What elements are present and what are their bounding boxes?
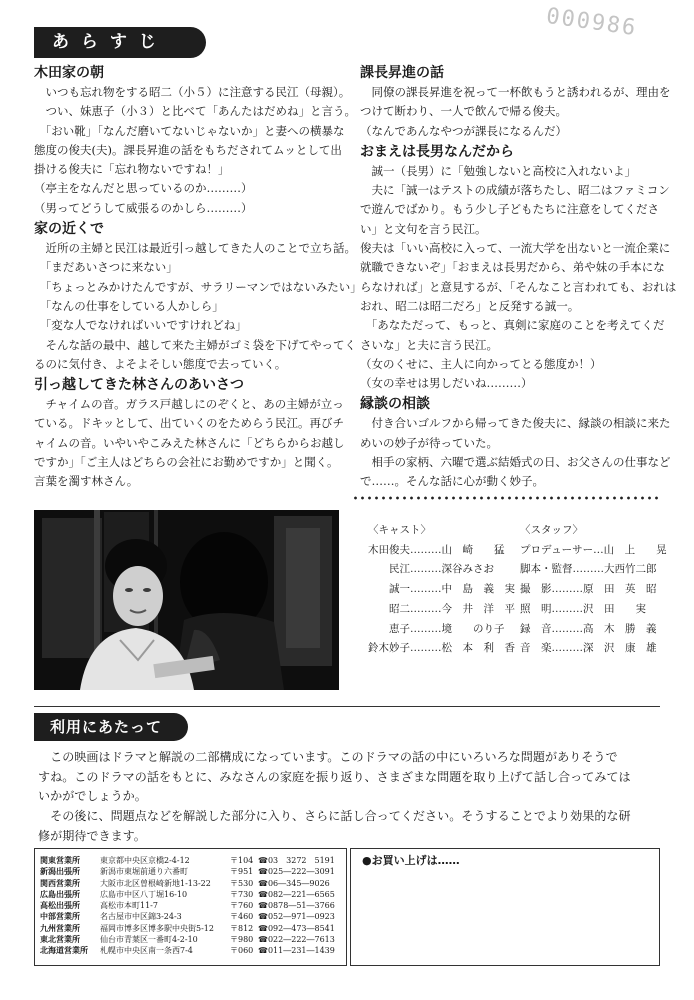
film-still-illustration bbox=[34, 510, 339, 690]
office-row bbox=[40, 889, 345, 900]
synopsis-line: 「なんの仕事をしている人かしら」 bbox=[34, 298, 224, 313]
synopsis-line: チャイムの音。ガラス戸越しにのぞくと、あの主婦が立っ bbox=[34, 397, 344, 412]
office-name: 北海道営業所 bbox=[40, 946, 88, 956]
synopsis-line: おれ、昭二は昭二だろ」と反発する誠一。 bbox=[360, 298, 580, 313]
office-address: 札幌市中央区南一条西7-4 bbox=[100, 946, 193, 956]
staff-list bbox=[520, 521, 680, 659]
office-row bbox=[40, 900, 345, 911]
synopsis-line: （女のくせに、主人に向かってとる態度か！） bbox=[360, 356, 602, 371]
office-phone: ☎052―971―0923 bbox=[258, 912, 335, 922]
office-row bbox=[40, 934, 345, 945]
synopsis-line: （男ってどうして威張るのかしら………） bbox=[34, 200, 253, 215]
usage-tab: 利用にあたって bbox=[34, 713, 188, 741]
office-name: 関西営業所 bbox=[40, 878, 80, 888]
office-row bbox=[40, 945, 345, 956]
synopsis-line: つい、妹恵子（小３）と比べて「あんたはだめね」と言う。 bbox=[34, 104, 356, 119]
staff-row: 録 音………高 木 勝 義 bbox=[520, 622, 657, 635]
office-address: 大阪市北区曽根崎新地1-13-22 bbox=[100, 878, 211, 888]
staff-row: 照 明………沢 田 実 bbox=[520, 602, 646, 615]
usage-line: すね。このドラマの話をもとに、みなさんの家庭を振り返り、さまざまな問題を取り上げて話し合ってみては bbox=[38, 769, 631, 784]
office-address: 東京都中央区京橋2-4-12 bbox=[100, 856, 190, 865]
office-address: 広島市中区八丁堀16-10 bbox=[100, 889, 188, 899]
synopsis-line: つけて断わり、一人で飲んで帰る俊夫。 bbox=[360, 104, 567, 119]
office-address: 仙台市青葉区一番町4-2-10 bbox=[100, 935, 198, 945]
synopsis-heading: 家の近くで bbox=[34, 221, 104, 238]
synopsis-line: 誠一（長男）に「勉強しないと高校に入れないよ」 bbox=[360, 163, 636, 178]
synopsis-line: で遊んでばかり。もう少し子どもたちに注意をしてくださ bbox=[360, 202, 659, 217]
synopsis-line: 「変な人でなければいいですけれどね」 bbox=[34, 318, 247, 333]
office-name: 中部営業所 bbox=[40, 912, 80, 922]
office-row bbox=[40, 911, 345, 922]
cast-row: 鈴木妙子………松 本 利 香 bbox=[368, 642, 515, 655]
cast-row: 民江………深谷みさお bbox=[368, 563, 494, 576]
office-postal: 〒104 bbox=[230, 856, 254, 865]
office-postal: 〒530 bbox=[230, 878, 254, 888]
synopsis-line: めいの妙子が待っていた。 bbox=[360, 435, 498, 450]
office-phone: ☎011―231―1439 bbox=[258, 946, 335, 956]
office-phone: ☎06―345―9026 bbox=[258, 878, 330, 888]
office-postal: 〒730 bbox=[230, 889, 254, 899]
synopsis-line: で……。そんな話に心が動く妙子。 bbox=[360, 474, 544, 489]
cast-row: 昭二………今 井 洋 平 bbox=[368, 602, 515, 615]
synopsis-line: （亭主をなんだと思っているのか………） bbox=[34, 181, 253, 196]
cast-row: 誠一………中 島 義 実 bbox=[368, 583, 515, 596]
synopsis-line: 態度の俊夫(夫)。課長昇進の話をもちだされてムッとして出 bbox=[34, 142, 342, 157]
film-still-photo bbox=[34, 510, 339, 690]
section-rule bbox=[34, 706, 660, 707]
staff-row: プロデューサー…山 上 晃 bbox=[520, 543, 667, 556]
office-name: 東北営業所 bbox=[40, 935, 80, 945]
usage-line: 修が期待できます。 bbox=[38, 828, 146, 843]
office-postal: 〒060 bbox=[230, 946, 254, 956]
synopsis-line: 「まだあいさつに来ない」 bbox=[34, 260, 178, 275]
synopsis-line: ている。ドキッとして、出ていくのをためらう民江。再びチ bbox=[34, 416, 345, 431]
office-postal: 〒760 bbox=[230, 901, 254, 911]
synopsis-line: るのに気付き、よそよそしい態度で去っていく。 bbox=[34, 356, 287, 371]
synopsis-line: 近所の主婦と民江は最近引っ越してきた人のことで立ち話。 bbox=[34, 241, 356, 256]
cast-list bbox=[368, 521, 518, 659]
synopsis-line: さいな」と夫に言う民江。 bbox=[360, 337, 498, 352]
synopsis-heading: おまえは長男なんだから bbox=[360, 143, 514, 160]
synopsis-line: 「あなただって、もっと、真剣に家庭のことを考えてくだ bbox=[360, 318, 665, 333]
purchase-label: ●お買い上げは…… bbox=[362, 854, 460, 867]
synopsis-left-column bbox=[34, 62, 362, 492]
synopsis-line: 就職できないぞ」「おまえは長男だから、弟や妹の手本にな bbox=[360, 260, 665, 275]
office-name: 高松出張所 bbox=[40, 901, 80, 911]
staff-row: 撮 影………原 田 英 昭 bbox=[520, 583, 657, 596]
cast-row: 恵子………境 のり子 bbox=[368, 622, 505, 635]
office-phone: ☎082―221―6565 bbox=[258, 889, 335, 899]
office-phone: ☎0878―51―3766 bbox=[258, 901, 335, 911]
office-row bbox=[40, 866, 345, 877]
office-address: 福岡市博多区博多駅中央街5-12 bbox=[100, 923, 214, 933]
office-phone: ☎092―473―8541 bbox=[258, 923, 335, 933]
cast-header: 〈キャスト〉 bbox=[368, 524, 431, 536]
synopsis-line: らなければ」と意見するが、「そんなこと言われても、おれは bbox=[360, 279, 677, 294]
synopsis-line: 掛ける俊夫に「忘れ物ないですね！」 bbox=[34, 162, 230, 177]
synopsis-line: （なんであんなやつが課長になるんだ） bbox=[360, 123, 567, 138]
decorative-divider bbox=[352, 495, 658, 501]
office-phone: ☎03 3272 5191 bbox=[258, 856, 335, 865]
usage-line: この映画はドラマと解説の二部構成になっています。このドラマの話の中にいろいろな問題がありそうで bbox=[38, 750, 618, 764]
offices-list bbox=[40, 855, 345, 957]
staff-row: 音 楽………深 沢 康 雄 bbox=[520, 642, 657, 655]
office-phone: ☎022―222―7613 bbox=[258, 935, 335, 945]
synopsis-line: 相手の家柄、六曜で選ぶ結婚式の日、お父さんの仕事など bbox=[360, 455, 671, 470]
synopsis-line: 俊夫は「いい高校に入って、一流大学を出ないと一流企業に bbox=[360, 241, 671, 256]
office-postal: 〒951 bbox=[230, 867, 254, 877]
office-row bbox=[40, 923, 345, 934]
staff-header: 〈スタッフ〉 bbox=[520, 524, 583, 536]
synopsis-line: ですか」「ご主人はどちらの会社にお勤めですか」と聞く。 bbox=[34, 455, 339, 470]
office-row bbox=[40, 855, 345, 866]
synopsis-right-column bbox=[360, 62, 680, 492]
usage-line: いかがでしょうか。 bbox=[38, 789, 147, 804]
synopsis-line: いつも忘れ物をする昭二（小５）に注意する民江（母親）。 bbox=[34, 85, 351, 99]
office-name: 関東営業所 bbox=[40, 856, 80, 865]
synopsis-line: い」と文句を言う民江。 bbox=[360, 221, 487, 236]
usage-paragraph bbox=[38, 748, 666, 847]
synopsis-line: 付き合いゴルフから帰ってきた俊夫に、縁談の相談に来た bbox=[360, 416, 671, 431]
office-postal: 〒460 bbox=[230, 912, 254, 922]
office-postal: 〒980 bbox=[230, 935, 254, 945]
synopsis-line: 「おい靴」「なんだ磨いてないじゃないか」と妻への横暴な bbox=[34, 123, 345, 138]
usage-line: その後に、問題点などを解説した部分に入り、さらに話し合ってください。そうすることでより効果的な研 bbox=[38, 809, 631, 824]
synopsis-line: そんな話の最中、越して来た主婦がゴミ袋を下げてやってく bbox=[34, 337, 356, 352]
office-address: 名古屋市中区錦3-24-3 bbox=[100, 912, 182, 922]
office-name: 広島出張所 bbox=[40, 889, 80, 899]
stamp-number: 000986 bbox=[544, 3, 639, 42]
office-name: 九州営業所 bbox=[40, 923, 80, 933]
synopsis-line: 言葉を濁す林さん。 bbox=[34, 474, 139, 489]
synopsis-line: （女の幸せは男しだいね………） bbox=[360, 376, 533, 391]
synopsis-line: 夫に「誠一はテストの成績が落ちたし、昭二はファミコン bbox=[360, 183, 670, 198]
cast-row: 木田俊夫………山 崎 猛 bbox=[368, 543, 505, 556]
synopsis-heading: 縁談の相談 bbox=[360, 396, 430, 413]
synopsis-heading: 課長昇進の話 bbox=[360, 65, 444, 81]
office-postal: 〒812 bbox=[230, 923, 254, 933]
synopsis-line: 同僚の課長昇進を祝って一杯飲もうと誘われるが、理由を bbox=[360, 85, 671, 99]
synopsis-tab: あ ら す じ bbox=[34, 27, 206, 58]
staff-row: 脚本・監督………大西竹二郎 bbox=[520, 563, 657, 576]
office-phone: ☎025―222―3091 bbox=[258, 867, 335, 877]
office-name: 新潟出張所 bbox=[40, 867, 80, 877]
synopsis-heading: 木田家の朝 bbox=[34, 65, 104, 81]
office-address: 新潟市東堀前通り六番町 bbox=[100, 867, 188, 877]
office-row bbox=[40, 878, 345, 889]
office-address: 高松市本町11-7 bbox=[100, 901, 158, 911]
synopsis-line: 「ちょっとみかけたんですが、サラリーマンではないみたい」 bbox=[34, 279, 362, 294]
synopsis-heading: 引っ越してきた林さんのあいさつ bbox=[34, 377, 244, 394]
synopsis-line: ャイムの音。いやいやこみえた林さんに「どちらからお越し bbox=[34, 435, 345, 450]
